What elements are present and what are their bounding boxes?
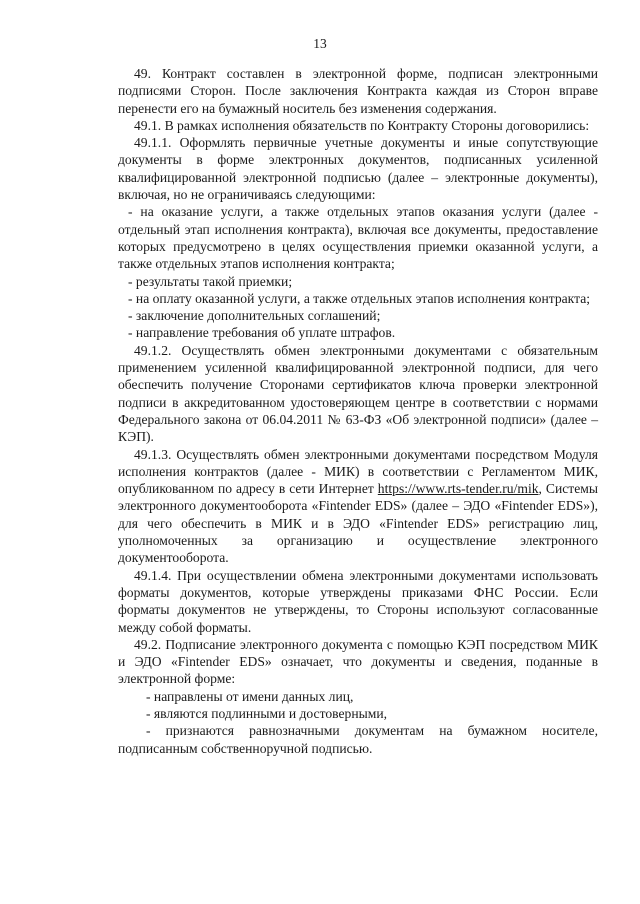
list-item: - результаты такой приемки; xyxy=(128,273,293,289)
paragraph-49-1-2: 49.1.2. Осуществлять обмен электронными документами с обязательным применением усиленной квалифицированной электронной подписи, для чего обеспечить получение Сторонами сертификатов ключа проверки электронной подписи в аккредитованном удостоверяющем центре в соответствии с нормами Федерального закона от 06.04.2011 № 63-ФЗ «Об электронной подписи» (далее – КЭП). xyxy=(118,342,598,445)
page-number: 13 xyxy=(313,36,327,51)
list-item: - на оплату оказанной услуги, а также отдельных этапов исполнения контракта; xyxy=(128,290,591,306)
document-body xyxy=(118,65,598,757)
rts-tender-link[interactable]: https://www.rts-tender.ru/mik xyxy=(377,481,539,497)
paragraph-49-1: 49.1. В рамках исполнения обязательств по Контракту Стороны договорились: xyxy=(134,117,590,133)
list-item: - направление требования об уплате штрафов. xyxy=(128,325,396,341)
paragraph-49-1-1: 49.1.1. Оформлять первичные учетные документы и иные сопутствующие документы в форме электронных документов, подписанных усиленной квалифицированной электронной подписью (далее – электронные документы), включая, но не ограничиваясь следующими: xyxy=(118,135,598,203)
list-item: - являются подлинными и достоверными, xyxy=(146,705,388,721)
list-item: - направлены от имени данных лиц, xyxy=(146,688,354,704)
paragraph-49-1-3 xyxy=(118,446,598,567)
paragraph-49-1-4: 49.1.4. При осуществлении обмена электронными документами использовать форматы документов, которые утверждены приказами ФНС России. Если форматы документов не утверждены, то Стороны используют согласованные между собой форматы. xyxy=(118,567,598,635)
paragraph-49-1-3-text-start: 49.1.3. Осуществлять обмен электронными документами посредством Модуля исполнения контрактов (далее - МИК) в соответствии с Регламентом МИК, опубликованном по адресу в сети Интернет xyxy=(118,446,598,497)
list-item: - заключение дополнительных соглашений; xyxy=(128,308,381,324)
list-item: - на оказание услуги, а также отдельных этапов оказания услуги (далее - отдельный этап исполнения контракта), включая все документы, предоставление которых предусмотрено в целях осуществления приемки оказанной услуги, а также отдельных этапов исполнения контракта; xyxy=(118,204,598,272)
paragraph-49-1-3-text-end: , Системы электронного документооборота «Fintender EDS» (далее – ЭДО «Fintender EDS»), для чего обеспечить в МИК и в ЭДО «Fintender EDS» регистрацию лиц, уполномоченных за организацию и осуществление электронного документооборота. xyxy=(118,481,598,566)
list-item: - признаются равнозначными документам на бумажном носителе, подписанным собственноручной подписью. xyxy=(118,723,598,756)
paragraph-49-2: 49.2. Подписание электронного документа с помощью КЭП посредством МИК и ЭДО «Fintender EDS» означает, что документы и сведения, поданные в электронной форме: xyxy=(118,636,598,687)
paragraph-49: 49. Контракт составлен в электронной форме, подписан электронными подписями Сторон. После заключения Контракта каждая из Сторон вправе перенести его на бумажный носитель без изменения содержания. xyxy=(118,66,598,116)
